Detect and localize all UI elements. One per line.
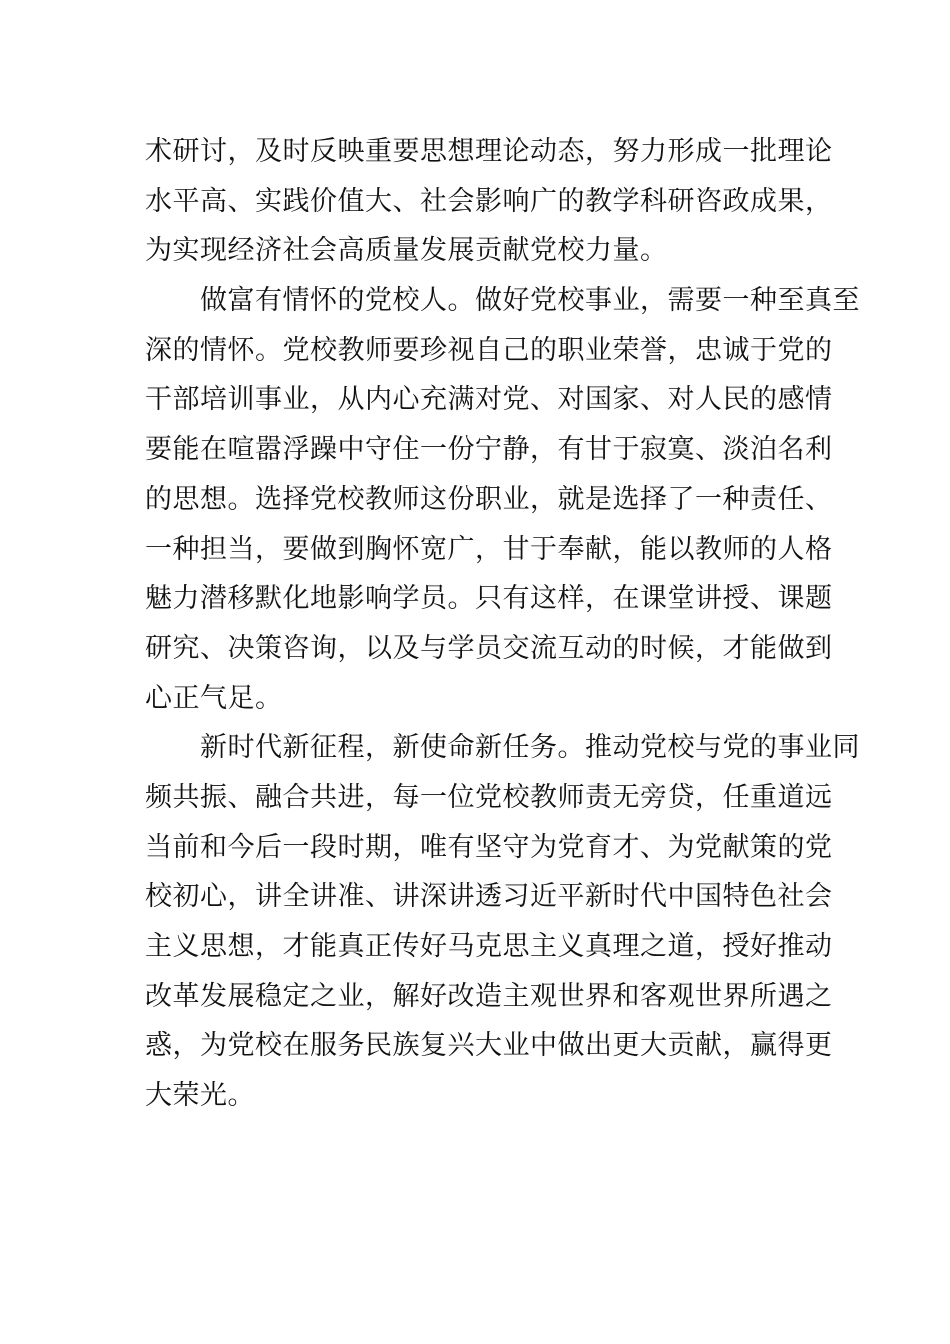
text-line: 大荣光。 (145, 1080, 255, 1112)
body-text (145, 127, 860, 1121)
text-line: 主义思想，才能真正传好马克思主义真理之道，授好推动 (145, 931, 833, 962)
text-line: 当前和今后一段时期，唯有坚守为党育才、为党献策的党 (145, 831, 833, 863)
text-line: 魅力潜移默化地影响学员。只有这样，在课堂讲授、课题 (145, 583, 833, 615)
text-line: 新时代新征程，新使命新任务。推动党校与党的事业同 (145, 732, 860, 764)
text-line: 的思想。选择党校教师这份职业，就是选择了一种责任、 (145, 483, 833, 515)
text-line: 改革发展稳定之业，解好改造主观世界和客观世界所遇之 (145, 980, 833, 1012)
text-line: 术研讨，及时反映重要思想理论动态，努力形成一批理论 (145, 136, 833, 167)
text-line: 心正气足。 (145, 682, 283, 714)
text-line: 频共振、融合共进，每一位党校教师责无旁贷，任重道远 (145, 781, 833, 813)
text-line: 做富有情怀的党校人。做好党校事业，需要一种至真至 (145, 285, 860, 317)
text-line: 要能在喧嚣浮躁中守住一份宁静，有甘于寂寞、淡泊名利 (145, 434, 833, 466)
text-line: 惑，为党校在服务民族复兴大业中做出更大贡献，赢得更 (145, 1030, 833, 1062)
text-line: 研究、决策咨询，以及与学员交流互动的时候，才能做到 (145, 632, 833, 664)
text-line: 校初心，讲全讲准、讲深讲透习近平新时代中国特色社会 (145, 881, 833, 913)
text-line: 一种担当，要做到胸怀宽广，甘于奉献，能以教师的人格 (145, 533, 833, 565)
text-line: 深的情怀。党校教师要珍视自己的职业荣誉，忠诚于党的 (145, 334, 833, 366)
text-line: 干部培训事业，从内心充满对党、对国家、对人民的感情 (145, 384, 833, 416)
text-line: 为实现经济社会高质量发展贡献党校力量。 (145, 235, 668, 267)
text-line: 水平高、实践价值大、社会影响广的教学科研咨政成果， (145, 185, 833, 217)
